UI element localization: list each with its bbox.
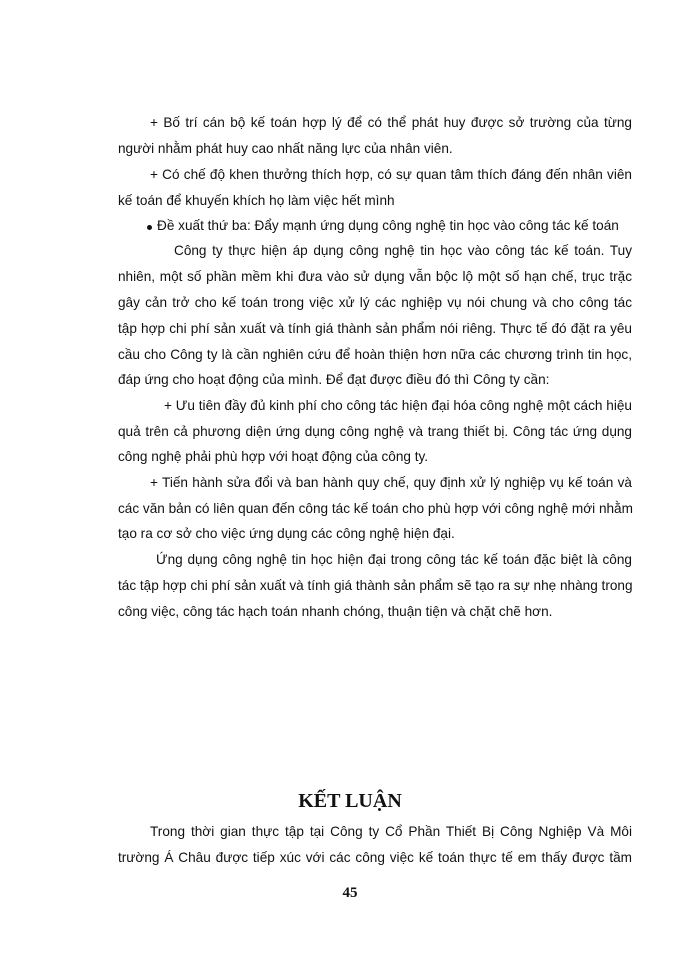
paragraph-line: tập hợp chi phí sản xuất và tính giá thành sản phẩm nói riêng. Thực tế đó đặt ra yêu	[118, 321, 632, 336]
paragraph-line: trường Á Châu được tiếp xúc với các công việc kế toán thực tế em thấy được tầm	[118, 850, 632, 865]
paragraph-line: tác tập hợp chi phí sản xuất và tính giá thành sản phẩm sẽ tạo ra sự nhẹ nhàng trong	[118, 578, 633, 593]
paragraph-line: + Ưu tiên đầy đủ kinh phí cho công tác hiện đại hóa công nghệ một cách hiệu	[164, 398, 632, 413]
paragraph-line: + Bố trí cán bộ kế toán hợp lý để có thể phát huy được sở trường của từng	[150, 115, 632, 130]
paragraph-line: gây cản trở cho kế toán trong việc xử lý các nghiệp vụ nói chung và cho công tác	[118, 295, 632, 310]
bullet-dot-icon	[147, 225, 152, 230]
paragraph-line: cầu cho Công ty là cần nghiên cứu để hoàn thiện hơn nữa các chương trình tin học,	[118, 347, 632, 362]
section-title: KẾT LUẬN	[298, 790, 402, 812]
paragraph-line: công việc, công tác hạch toán nhanh chóng, thuận tiện và chặt chẽ hơn.	[118, 604, 553, 619]
page-number: 45	[342, 885, 358, 901]
paragraph-line: Trong thời gian thực tập tại Công ty Cổ Phần Thiết Bị Công Nghiệp Và Môi	[150, 824, 632, 839]
paragraph-line: + Tiến hành sửa đổi và ban hành quy chế, quy định xử lý nghiệp vụ kế toán và	[150, 475, 632, 490]
paragraph-line: các văn bản có liên quan đến công tác kế toán cho phù hợp với công nghệ mới nhằm	[118, 501, 633, 516]
paragraph-line: công nghệ phải phù hợp với hoạt động của công ty.	[118, 449, 429, 464]
paragraph-line: Công ty thực hiện áp dụng công nghệ tin học vào công tác kế toán. Tuy	[174, 243, 632, 258]
paragraph-line: nhiên, một số phần mềm khi đưa vào sử dụng vẫn bộc lộ một số hạn chế, trục trặc	[118, 269, 632, 284]
paragraph-line: + Có chế độ khen thưởng thích hợp, có sự quan tâm thích đáng đến nhân viên	[150, 167, 632, 182]
paragraph-line: quả trên cả phương diện ứng dụng công nghệ và trang thiết bị. Công tác ứng dụng	[118, 424, 632, 439]
paragraph-line: người nhằm phát huy cao nhất năng lực của nhân viên.	[118, 141, 453, 156]
paragraph-line: kế toán để khuyến khích họ làm việc hết mình	[118, 193, 395, 208]
paragraph-line: đáp ứng cho hoạt động của mình. Để đạt được điều đó thì Công ty cần:	[118, 372, 550, 387]
paragraph-line: tạo ra cơ sở cho việc ứng dụng các công nghệ hiện đại.	[118, 526, 455, 541]
paragraph-line: Ứng dụng công nghệ tin học hiện đại trong công tác kế toán đặc biệt là công	[156, 552, 632, 567]
bullet-heading: Đề xuất thứ ba: Đẩy mạnh ứng dụng công nghệ tin học vào công tác kế toán	[157, 218, 619, 233]
